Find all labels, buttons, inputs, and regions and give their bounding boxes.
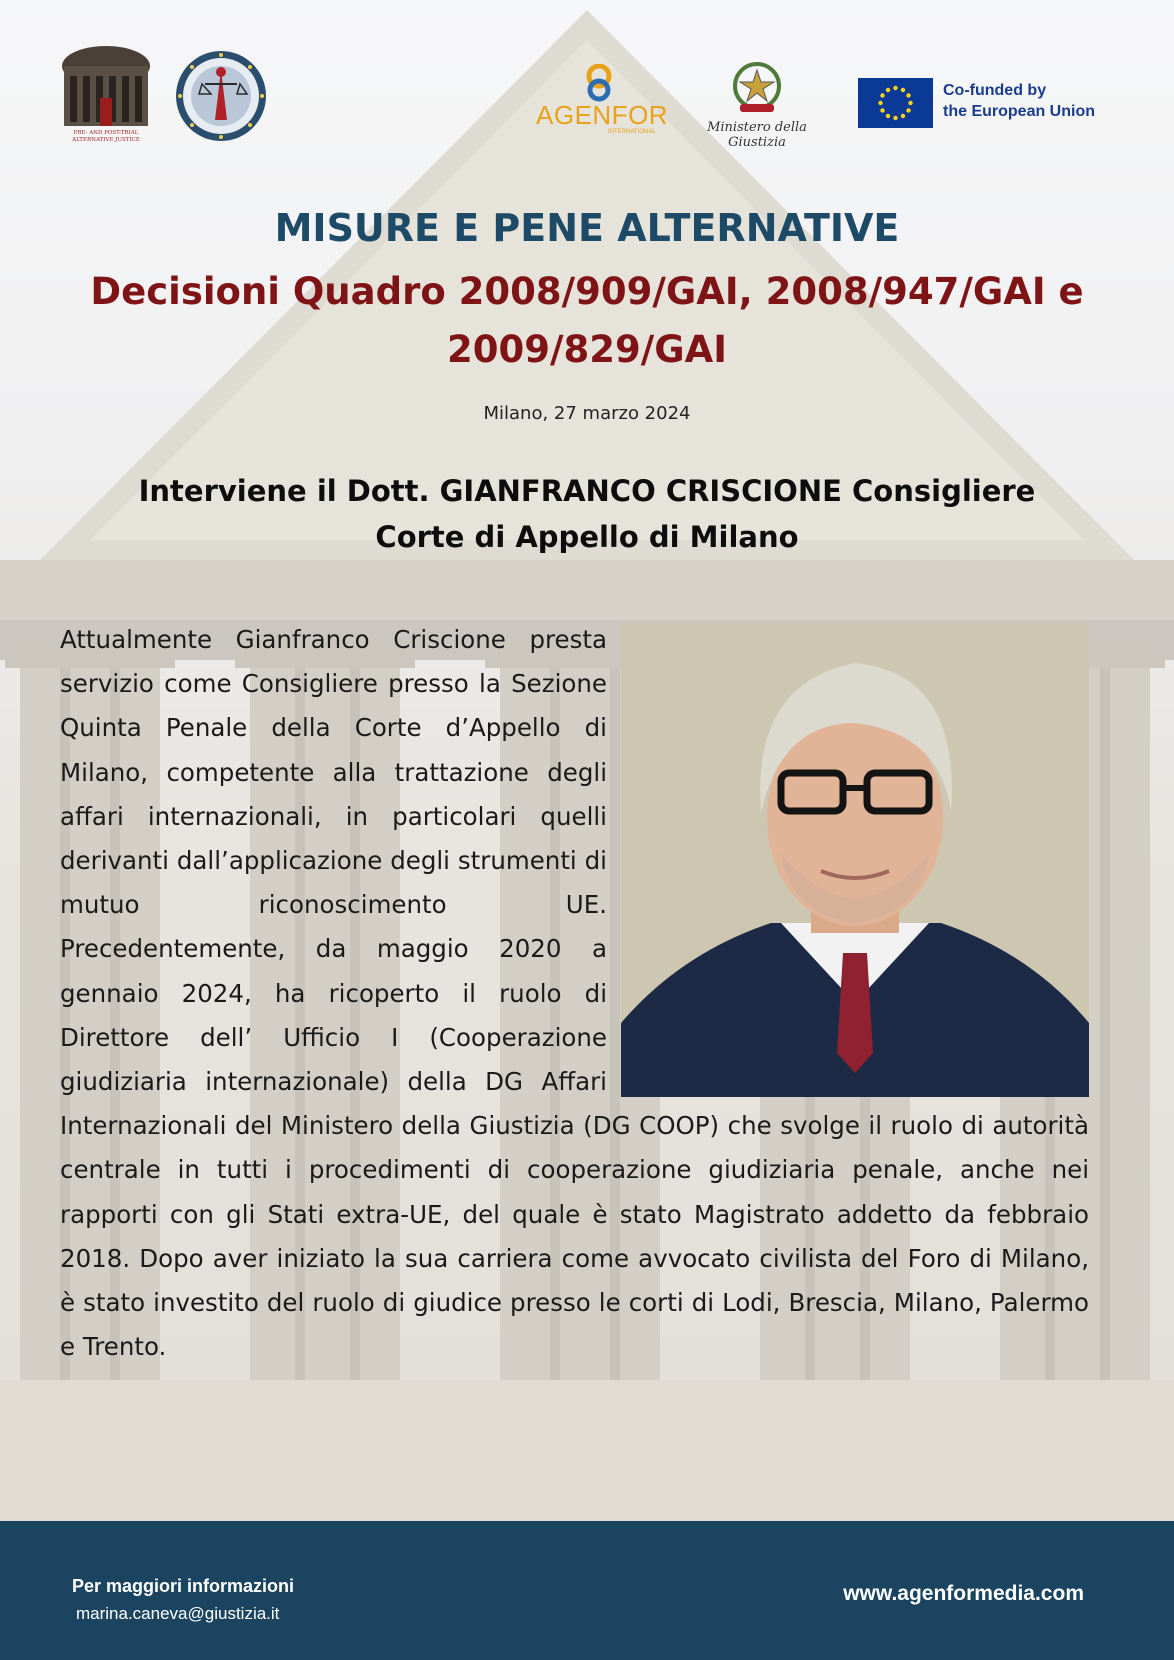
- bio-section: [60, 618, 1089, 1369]
- footer-email-link[interactable]: marina.caneva@giustizia.it: [76, 1604, 280, 1623]
- eu-text-line2: the European Union: [943, 103, 1095, 120]
- pantheon-caption: PRE- AND POST-TRIAL ALTERNATIVE JUSTICE: [72, 130, 140, 143]
- ministero-wordmark: Ministero della Giustizia: [707, 120, 807, 150]
- agenfor-logo: [536, 64, 669, 140]
- agenfor-swirl-icon: [536, 64, 662, 104]
- eu-text-line1: Co-funded by: [943, 82, 1047, 99]
- agenfor-subtitle: INTERNATIONAL: [608, 129, 656, 135]
- page-subtitle: Decisioni Quadro 2008/909/GAI, 2008/947/GAI e 2009/829/GAI: [90, 270, 1084, 371]
- agenfor-wordmark: AGENFOR: [536, 100, 669, 130]
- event-date: Milano, 27 marzo 2024: [483, 403, 691, 424]
- eu-stars-icon: [858, 78, 933, 128]
- ministero-logo: [686, 62, 828, 150]
- eu-flag-icon: [858, 78, 933, 128]
- footer-info-label: Per maggiori informazioni: [72, 1576, 295, 1596]
- footer: [0, 1521, 1174, 1660]
- speaker-photo: [621, 623, 1089, 1097]
- eu-cofunded-logo: [858, 78, 1108, 128]
- italian-emblem-icon: [686, 62, 828, 120]
- justice-logo: [175, 50, 267, 142]
- footer-website-link[interactable]: www.agenformedia.com: [843, 1582, 1084, 1605]
- eu-cofunded-text: [943, 80, 1113, 122]
- speaker-line2: Corte di Appello di Milano: [375, 520, 799, 554]
- page-title: MISURE E PENE ALTERNATIVE: [274, 206, 900, 250]
- speaker-bio: Attualmente Gianfranco Criscione presta servizio come Consigliere presso la Sezione Quinta Penale della Corte d’Appello di Milano, competente alla trattazione degli affari internazionali, in particolari quelli derivanti dall’applicazione degli strumenti di mutuo riconoscimento UE. Precedentemente, da maggio 2020 a gennaio 2024, ha ricoperto il ruolo di Direttore dell’ Ufficio I (Cooperazione giudiziaria internazionale) della DG Affari Internazionali del Ministero della Giustizia (DG COOP) che svolge il ruolo di autorità centrale in tutti i procedimenti di cooperazione giudiziaria penale, anche nei rapporti con gli Stati extra-UE, del quale è stato Magistrato addetto da febbraio 2018. Dopo aver iniziato la sua carriera come avvocato civilista del Foro di Milano, è stato investito del ruolo di giudice presso le corti di Lodi, Brescia, Milano, Palermo e Trento.: [60, 625, 1089, 1362]
- speaker-line1: Interviene il Dott. GIANFRANCO CRISCIONE Consigliere: [138, 474, 1036, 508]
- justice-scales-icon: [175, 50, 267, 142]
- speaker-heading: [60, 468, 1114, 560]
- pantheon-icon: [58, 42, 154, 130]
- speaker-portrait: [621, 623, 1089, 1097]
- pantheon-logo: [58, 42, 154, 146]
